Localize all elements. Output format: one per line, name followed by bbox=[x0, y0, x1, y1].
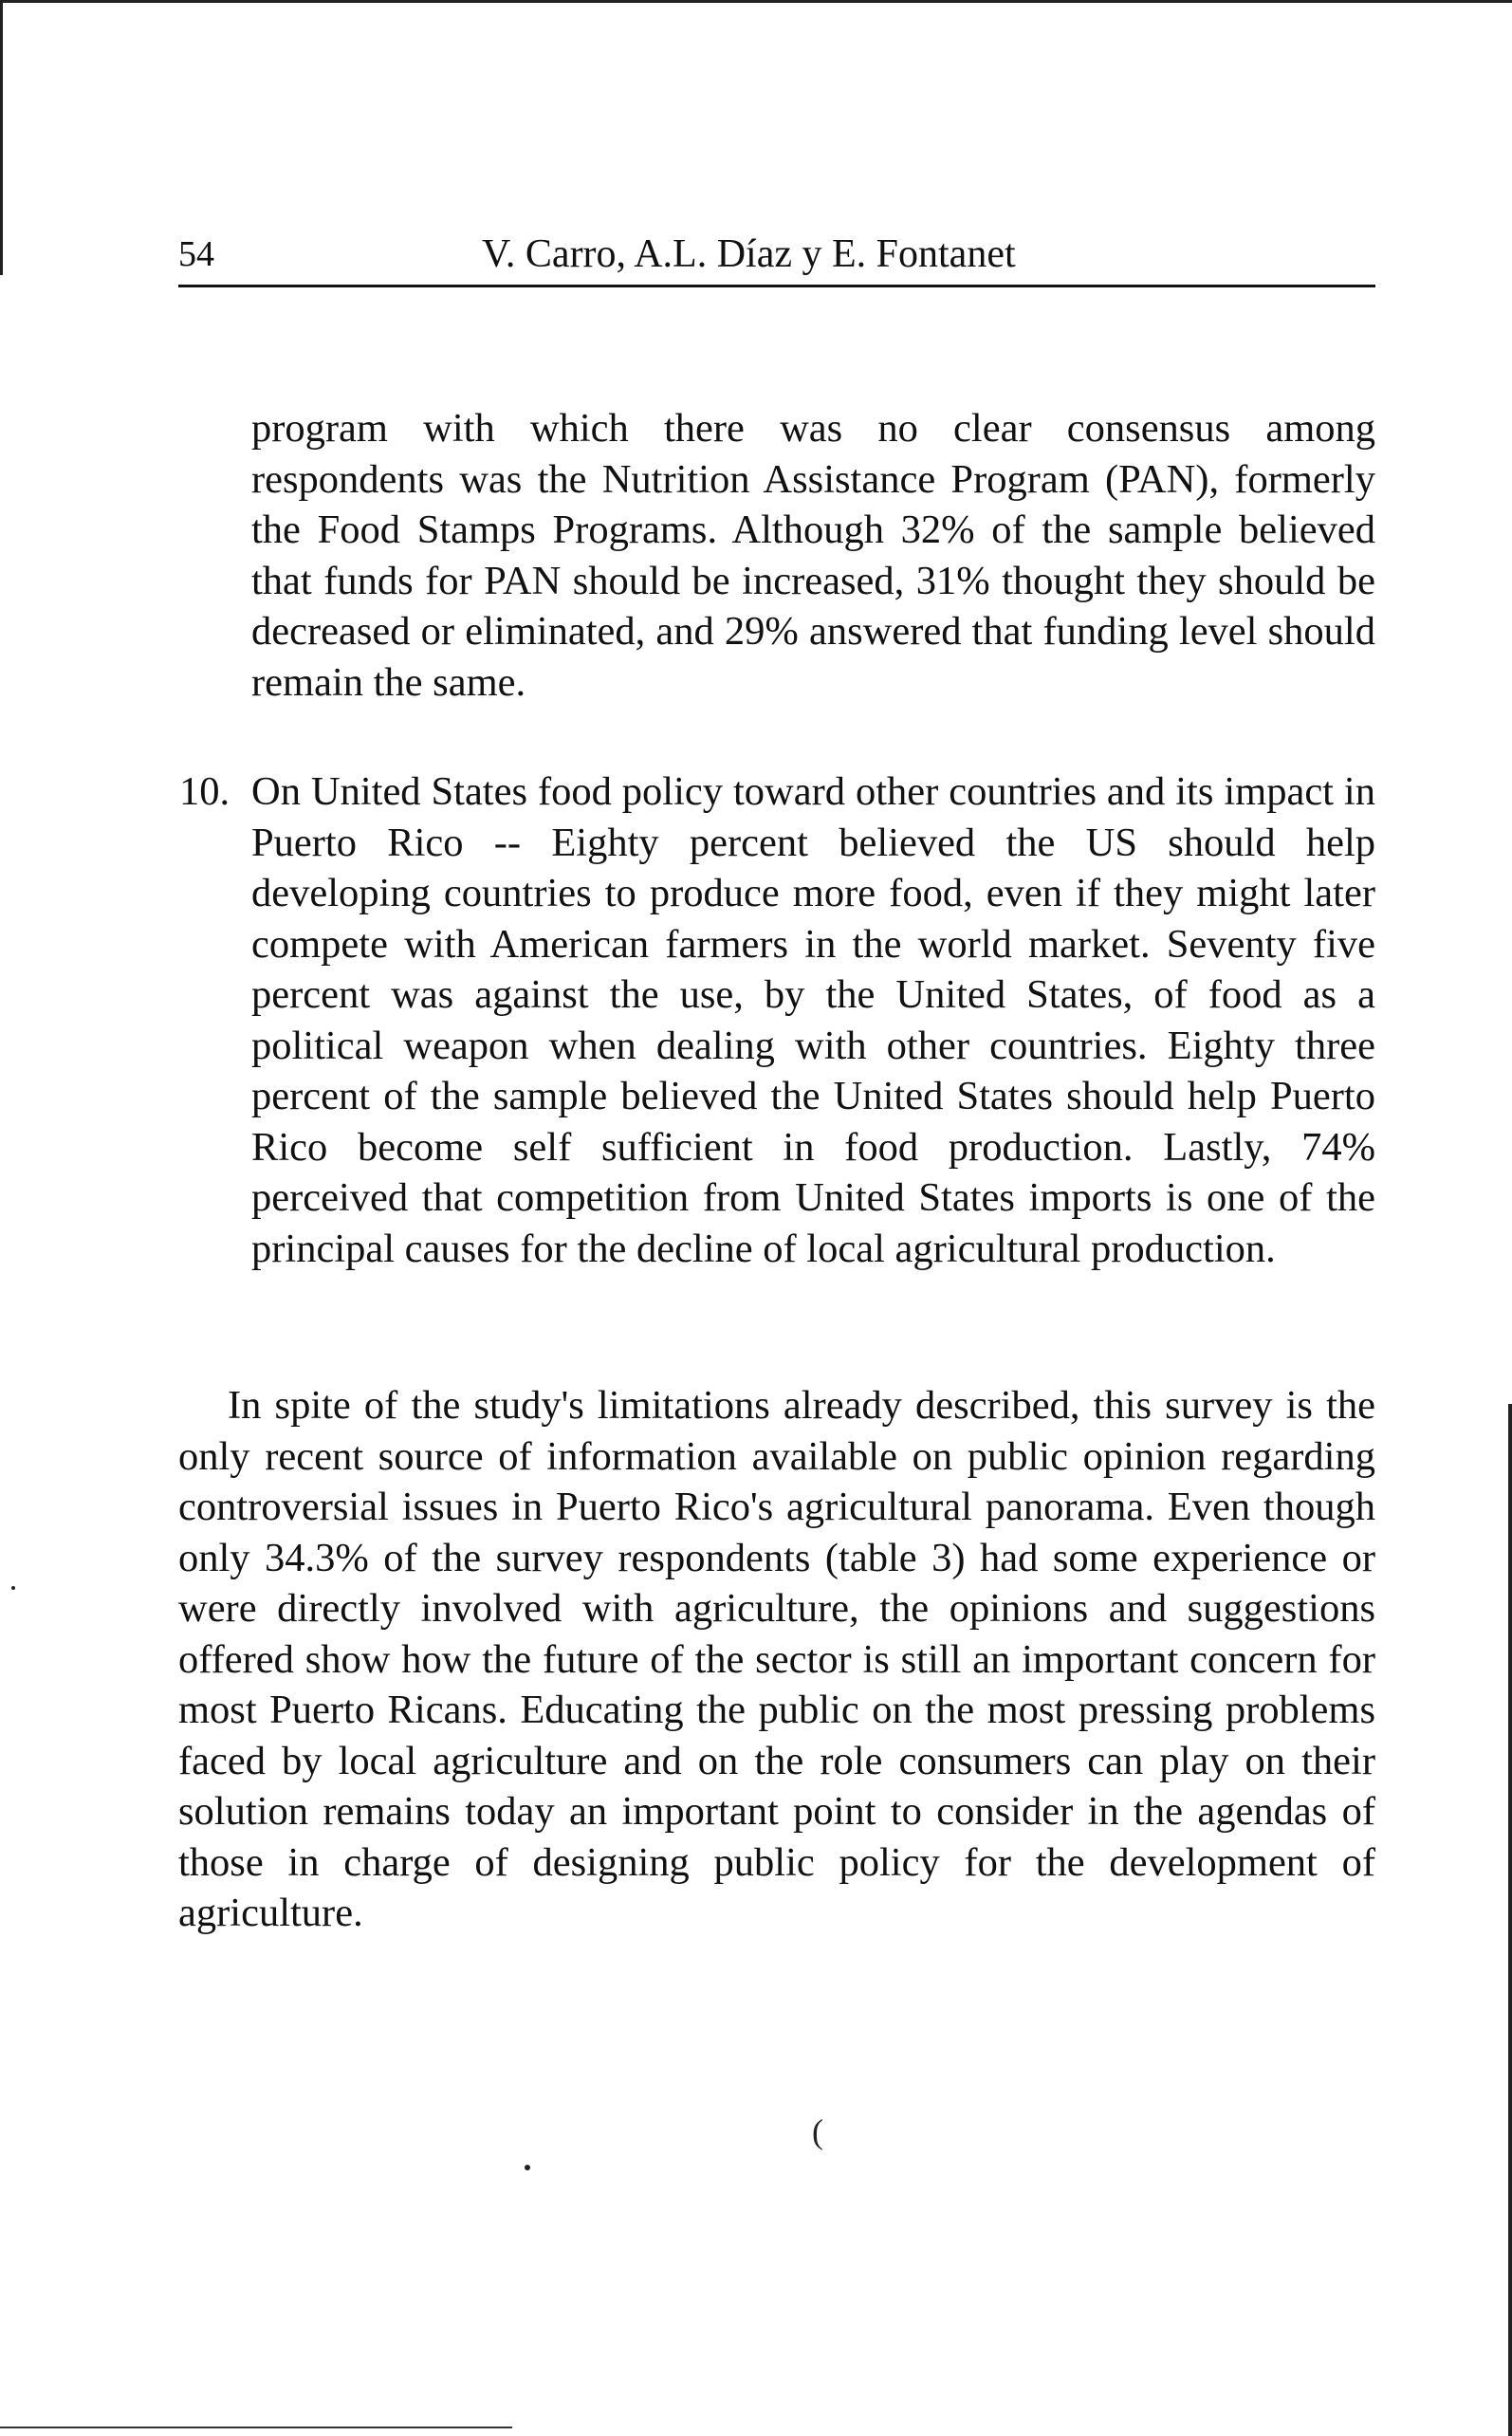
scan-edge-top bbox=[0, 0, 1512, 3]
list-item-10 bbox=[179, 766, 1375, 1274]
scan-edge-bottom bbox=[0, 2427, 512, 2428]
running-head: V. Carro, A.L. Díaz y E. Fontanet bbox=[482, 232, 1016, 276]
closing-paragraph: In spite of the study's limitations already described, this survey is the only recent source of information available on public opinion regarding controversial issues in Puerto Rico's agricultural panorama. Even though only 34.3% of the survey respondents (table 3) had some experience or were directly involved with agriculture, the opinions and suggestions offered show how the future of the sector is still an important concern for most Puerto Ricans. Educating the public on the most pressing problems faced by local agriculture and on the role consumers can play on their solution remains today an important point to consider in the agendas of those in charge of designing public policy for the development of agriculture. bbox=[178, 1383, 1375, 1935]
scan-edge-right bbox=[1508, 1404, 1512, 2436]
page-header bbox=[178, 224, 1375, 287]
page-number: 54 bbox=[178, 234, 214, 274]
scan-edge-left bbox=[0, 0, 3, 275]
continuation-paragraph: program with which there was no clear consensus among respondents was the Nutrition Assistance Program (PAN), formerly the Food Stamps Programs. Although 32% of the sample believed that funds for PAN should be increased, 31% thought they should be decreased or eliminated, and 29% answered that funding level should remain the same. bbox=[251, 406, 1375, 705]
list-item-number: 10. bbox=[179, 769, 230, 814]
stray-glyph: ( bbox=[812, 2113, 823, 2150]
list-item-text: On United States food policy toward other countries and its impact in Puerto Rico -- Eighty percent believed the US should help developing countries to produce more food, even if they might later compete with American farmers in the world market. Seventy five percent was against the use, by the United States, of food as a political weapon when dealing with other countries. Eighty three percent of the sample believed the United States should help Puerto Rico become self sufficient in food production. Lastly, 74% perceived that competition from United States imports is one of the principal causes for the decline of local agricultural production. bbox=[251, 769, 1375, 1271]
scan-speck bbox=[11, 1586, 15, 1590]
scan-speck bbox=[525, 2165, 530, 2170]
